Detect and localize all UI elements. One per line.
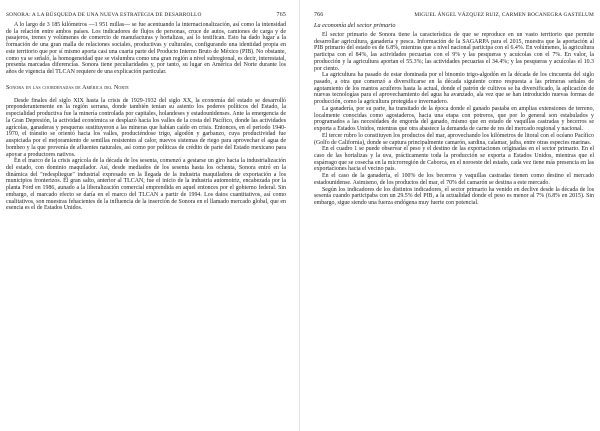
left-paragraph-3: En el marco de la crisis agrícola de la década de los sesenta, comenzó a gestarse un giro hacia la industrialización del estado, con dominio maquilador. Así, desde mediados de los sesenta hasta los ochenta, Sonora entró en la dinámica del "redespliegue" industrial expresado en la llegada de la industria maquiladora de exportación a los municipios fronterizos. El gran salto, anterior al TLCAN, fue el inicio de la industria automotriz, encabezada por la planta Ford en 1986, aunado a la liberalización comercial emprendida en aquel entonces por el gobierno federal. Sin embargo, el marcado efecto se daría en el marco del TLCAN a partir de 1994. Los datos cuantitativos, así como cualitativos, son muestras fehacientes de la influencia de la inserción de Sonora en el llamado mercado global, que en esencia es el de Estados Unidos.: [6, 158, 286, 212]
right-section-title: La economía del sector primario: [314, 22, 396, 29]
right-paragraph-7: Según los indicadores de los distintos indicadores, el sector primario ha venido en declive desde la década de los sesenta cuando participaba con un 29.5% del PIB, a la actualidad donde el peso es menor al 7% (6.8% en 2015). Sin embargo, sigue siendo una fuerza endógena muy fuerte con potencial.: [314, 186, 594, 206]
right-paragraph-6: En el caso de la ganadería, el 100% de los becerros y vaquillas castradas tienen como destino el mercado estadounidense. Asimismo, de los productos del mar, el 70% del camarón se destina a este mercado.: [314, 173, 594, 186]
right-page-number: 766: [314, 12, 324, 18]
left-page-header: [6, 12, 286, 22]
left-paragraph-1: A lo largo de 3 185 kilómetros —1 951 millas— se fue acentuando la internacionalización, así como la intensidad de la relación entre ambos países. Los indicadores de flujos de personas, cruce de autos, camiones de carga y de pasajeros, trenes y volúmenes de comercio de manufacturas y hortalizas, así lo testifican. Esto ha dado lugar a la formación de una gran malla de relaciones sociales, productivas y culturales, configurando una identidad propia en este territorio que por sí mismo aporta casi una cuarta parte del Producto Interno Bruto de México (PIB). No obstante, como ya se señaló, la homogeneidad que se vislumbra como una gran región a nivel subregional, es decir, interestatal, presenta marcadas diferencias. Sonora tiene peculiaridades y, por tanto, su lugar en América del Norte durante los años de vigencia del TLCAN requiere de una explicación particular.: [6, 22, 286, 76]
left-running-head: SONORA: A LA BÚSQUEDA DE UNA NUEVA ESTRATEGIA DE DESARROLLO: [6, 12, 202, 18]
right-paragraph-4: El tercer rubro lo constituyen los productos del mar, aprovechando los kilómetros de litoral con el océano Pacífico (Golfo de California), donde se captura principalmente camarón, sardina, calamar, jaiba, entre otras especies marinas.: [314, 132, 594, 146]
left-section-title: Sonora en las coordenadas de América del Norte: [6, 84, 129, 91]
right-running-head: MIGUEL ÁNGEL VÁZQUEZ RUIZ, CARMEN BOCANEGRA GASTELUM: [414, 12, 594, 18]
left-paragraph-2: Desde finales del siglo XIX hasta la crisis de 1929-1932 del siglo XX, la economía del estado se desarrolló preponderantemente en la región serrana, donde también tenían su asiento los poderes políticos del Estado, la especialidad productiva fue la minería controlada por capitales, holandeses y estadounidenses. Ante la emergencia de la Gran Depresión, la actividad económica se desplazó hacia los valles de la costa del Pacífico, donde las actividades agrícolas, ganaderas y pesqueras sustituyeron a las mineras que habían caído en crisis. Entonces, en el periodo 1940-1970, el tránsito se orientó hacia los valles, produciéndose trigo, algodón y garbanzo, cuya productividad fue auspiciada por el mejoramiento de semillas resistentes al calor, nuevos sistemas de riego para aprovechar el agua de bombeo y la que provenía de afluentes naturales, así como por políticas de crédito de parte del Estado mexicano para apoyar a productores nativos.: [6, 97, 286, 158]
right-paragraph-1: El sector primario de Sonora tiene la característica de que se reproduce en un vasto territorio que permite desarrollar agricultura, ganadería y pesca. Información de la SAGARPA para el 2015, muestra que la aportación al PIB primario del estado es de 6.8%, mientras que a nivel nacional participa con el 6.4%. En volúmenes, la agricultura participa con el 84%, las actividades pecuarias con el 9% y las pesqueras y acuícolas con el 7%. En valor, la producción y la agricultura aportan el 55.3%; las actividades pecuarias el 34.4%; y las pesqueras y acuícolas el 10.3 por ciento.: [314, 32, 594, 72]
left-page-number: 765: [276, 12, 286, 18]
right-paragraph-2: La agricultura ha pasado de estar dominada por el binomio trigo-algodón en la década de los cincuenta del siglo pasado, a otra que comenzó a diversificarse en la década siguiente como respuesta a las primeras señales de agotamiento de los mantos acuíferos hasta la actual, donde el patrón de cultivos se ha diversificado, la aplicación de nuevas tecnologías para el aprovechamiento del agua ha avanzado, ala vez que se han introducido nuevas formas de producción, como la agricultura protegida e invernadero.: [314, 72, 594, 106]
right-page: [300, 0, 600, 431]
right-paragraph-3: La ganadería, por su parte, ha transitado de la época donde el ganado pastaba en amplias extensiones de terreno, localmente conocidas como agostaderos, hacia una etapa con potreros, que por lo general son estabulados y programados a las necesidades de engorda del ganado, mismo que en estado de vaquillas castradas y becerros se exporta a Estados Unidos, mientras que otra abastece la demanda de carne de res del mercado regional y nacional.: [314, 105, 594, 133]
right-page-header: [314, 12, 594, 22]
right-paragraph-5: En el cuadro 1 se puede observar el peso y el destino de las exportaciones originadas en el sector primario. En el caso de las hortalizas y la uva, prácticamente toda la producción se exporta a Estados Unidos, mientras que el espárrago que se cosecha en la microrregión de Caborca, en el noroeste del estado, cada vez tiene más presencia en las exportaciones hacia el vecino país.: [314, 146, 594, 173]
